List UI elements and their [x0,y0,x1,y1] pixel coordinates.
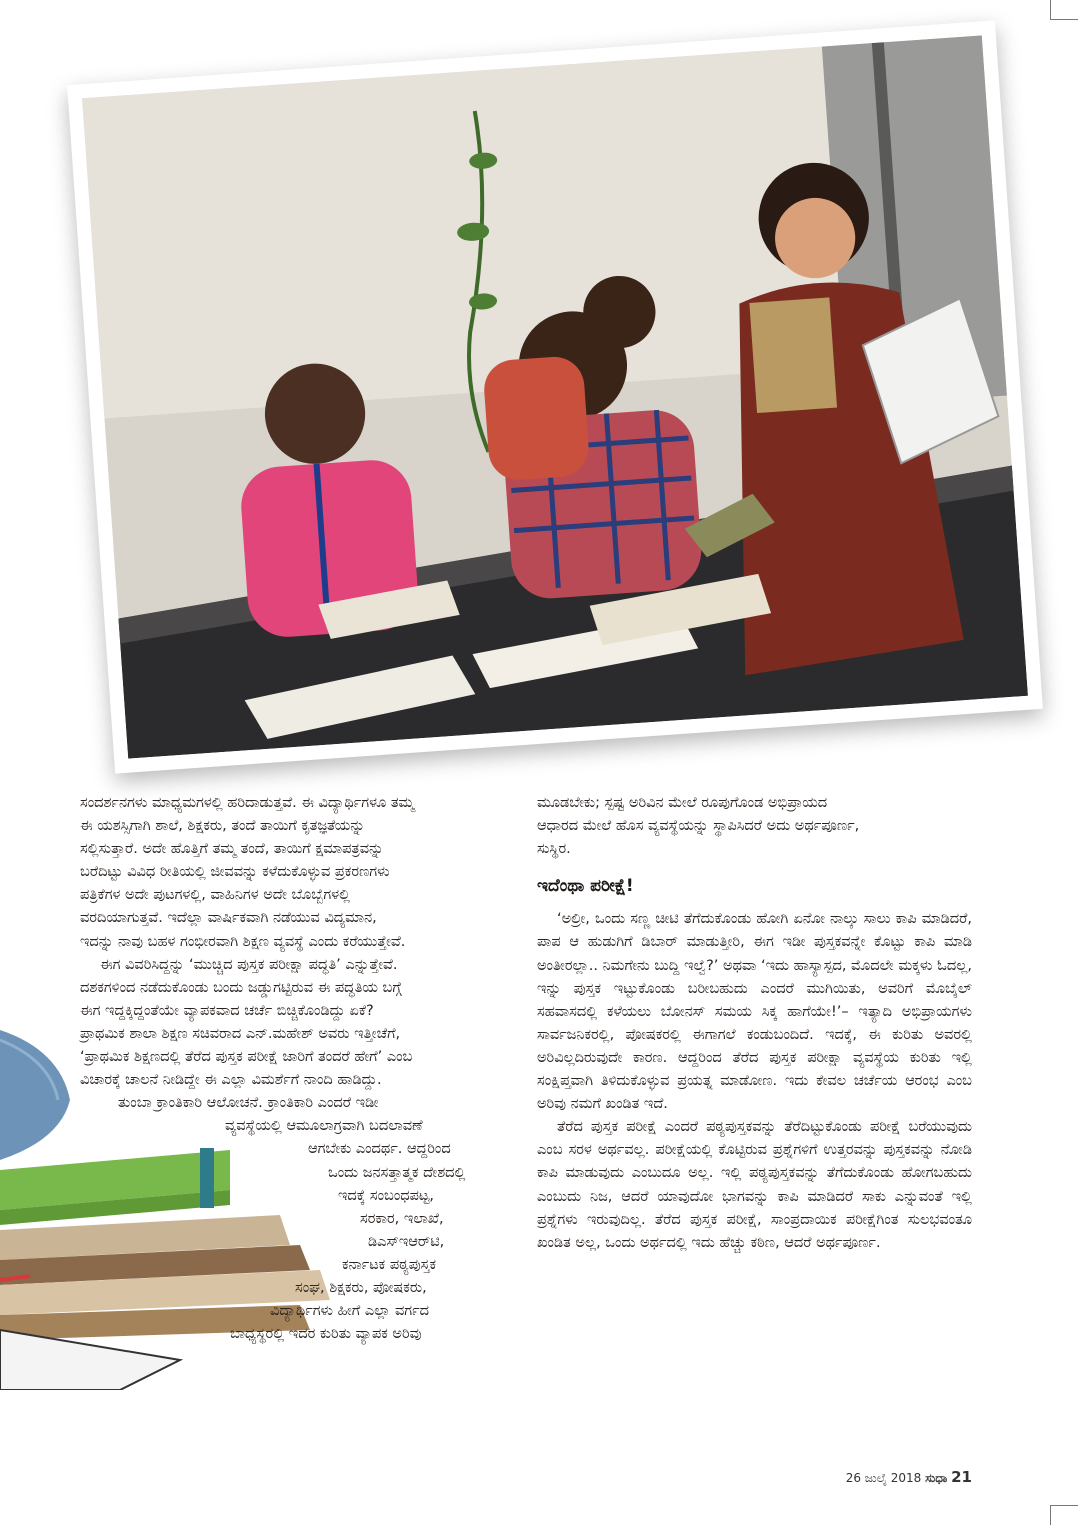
paragraph: ತೆರೆದ ಪುಸ್ತಕ ಪರೀಕ್ಷೆ ಎಂದರೆ ಪಠ್ಯಪುಸ್ತಕವನ್ನು ತೆರೆದಿಟ್ಟುಕೊಂಡು ಪರೀಕ್ಷೆ ಬರೆಯುವುದು ಎಂಬ ಸರಳ ಅರ್ಥವಲ್ಲ. ಪರೀಕ್ಷೆಯಲ್ಲಿ ಕೊಟ್ಟಿರುವ ಪ್ರಶ್ನೆಗಳಿಗೆ ಉತ್ತರವನ್ನು ಪುಸ್ತಕವನ್ನು ನೋಡಿ ಕಾಪಿ ಮಾಡುವುದು ಎಂಬುದೂ ಅಲ್ಲ. ಇಲ್ಲಿ ಪಠ್ಯಪುಸ್ತಕವನ್ನು ತೆಗೆದುಕೊಂಡು ಹೋಗಬಹುದು ಎಂಬುದು ನಿಜ, ಆದರೆ ಯಾವುದೋ ಭಾಗವನ್ನು ಕಾಪಿ ಮಾಡಿದರೆ ಸಾಕು ಎನ್ನುವಂತೆ ಇಲ್ಲಿ ಪ್ರಶ್ನೆಗಳು ಇರುವುದಿಲ್ಲ. ತೆರೆದ ಪುಸ್ತಕ ಪರೀಕ್ಷೆ, ಸಾಂಪ್ರದಾಯಿಕ ಪರೀಕ್ಷೆಗಿಂತ ಸುಲಭವಂತೂ ಖಂಡಿತ ಅಲ್ಲ, ಒಂದು ಅರ್ಥದಲ್ಲಿ ಇದು ಹೆಚ್ಚು ಕಠಿಣ, ಆದರೆ ಅರ್ಥಪೂರ್ಣ. [537,1119,972,1251]
text-line: ಪತ್ರಿಕೆಗಳ ಅದೇ ಪುಟಗಳಲ್ಲಿ, ವಾಹಿನಿಗಳ ಅದೇ ಬೊಬ್ಬೆಗಳಲ್ಲಿ [80,887,351,904]
text-line: ಸಂದರ್ಶನಗಳು ಮಾಧ್ಯಮಗಳಲ್ಲಿ ಹರಿದಾಡುತ್ತವೆ. ಈ ವಿದ್ಯಾರ್ಥಿಗಳೂ ತಮ್ಮ [80,795,415,811]
crop-mark [1050,1505,1051,1525]
text-line: ಬರೆದಿಟ್ಟು ವಿವಿಧ ರೀತಿಯಲ್ಲಿ ಜೀವವನ್ನು ಕಳೆದುಕೊಳ್ಳುವ ಪ್ರಕರಣಗಳು [80,864,390,881]
page-number: 21 [951,1468,972,1486]
text-line: ವಿಚಾರಕ್ಕೆ ಚಾಲನೆ ನೀಡಿದ್ದೇ ಈ ಎಲ್ಲಾ ವಿಮರ್ಶೆಗೆ ನಾಂದಿ ಹಾಡಿದ್ದು. [80,1072,382,1089]
paragraph [80,954,520,1093]
paragraph [537,792,972,861]
paragraph: ‘ಅಲ್ರೀ, ಒಂದು ಸಣ್ಣ ಚೀಟಿ ತೆಗೆದುಕೊಂಡು ಹೋಗಿ ಏನೋ ನಾಲ್ಕು ಸಾಲು ಕಾಪಿ ಮಾಡಿದರೆ, ಪಾಪ ಆ ಹುಡುಗಿಗೆ ಡಿಬಾರ್ ಮಾಡುತ್ತೀರಿ, ಈಗ ಇಡೀ ಪುಸ್ತಕವನ್ನೇ ಕೊಟ್ಟು ಕಾಪಿ ಮಾಡಿ ಅಂತೀರಲ್ಲಾ.. ನಿಮಗೇನು ಬುದ್ದಿ ಇಲ್ವೆ?’ ಅಥವಾ ‘ಇದು ಹಾಸ್ಯಾಸ್ಪದ, ಮೊದಲೇ ಮಕ್ಕಳು ಓದಲ್ಲ, ಇನ್ನು ಪುಸ್ತಕ ಇಟ್ಟುಕೊಂಡು ಬರೀಬಹುದು ಎಂದರೆ ಮುಗಿಯಿತು, ಅವರಿಗೆ ಮೊಬೈಲ್ ಸಹವಾಸದಲ್ಲಿ ಕಳೆಯಲು ಬೋನಸ್ ಸಮಯ ಸಿಕ್ಕ ಹಾಗೆಯೇ!’– ಇತ್ಯಾದಿ ಅಭಿಪ್ರಾಯಗಳು ಸಾರ್ವಜನಿಕರಲ್ಲಿ, ಪೋಷಕರಲ್ಲಿ ಈಗಾಗಲೆ ಕಂಡುಬಂದಿದೆ. ಇದಕ್ಕೆ, ಈ ಕುರಿತು ಅವರಲ್ಲಿ ಅರಿವಿಲ್ಲದಿರುವುದೇ ಕಾರಣ. ಆದ್ದರಿಂದ ತೆರೆದ ಪುಸ್ತಕ ಪರೀಕ್ಷಾ ವ್ಯವಸ್ಥೆಯ ಕುರಿತು ಇಲ್ಲಿ ಸಂಕ್ಷಿಪ್ತವಾಗಿ ತಿಳಿದುಕೊಳ್ಳುವ ಪ್ರಯತ್ನ ಮಾಡೋಣ. ಇದು ಕೇವಲ ಚರ್ಚೆಯ ಆರಂಭ ಎಂಬ ಅರಿವು ನಮಗೆ ಖಂಡಿತ ಇದೆ. [537,911,972,1113]
text-line: ಈ ಯಶಸ್ಸಿಗಾಗಿ ಶಾಲೆ, ಶಿಕ್ಷಕರು, ತಂದೆ ತಾಯಿಗೆ ಕೃತಜ್ಞತೆಯನ್ನು [80,818,365,835]
text-line: ಸರಕಾರ, ಇಲಾಖೆ, [360,1210,444,1227]
text-line: ಈಗ ಇದ್ದಕ್ಕಿದ್ದಂತೆಯೇ ವ್ಯಾಪಕವಾದ ಚರ್ಚೆ ಬಿಚ್ಚಿಕೊಂಡಿದ್ದು ಏಕೆ? [80,1002,374,1019]
crop-mark [1050,1505,1078,1506]
text-line: ತುಂಬಾ ಕ್ರಾಂತಿಕಾರಿ ಆಲೋಚನೆ. ಕ್ರಾಂತಿಕಾರಿ ಎಂದರೆ ಇಡೀ [118,1095,379,1112]
magazine-name: ಸುಧಾ [925,1471,948,1485]
text-line: ಸಲ್ಲಿಸುತ್ತಾರೆ. ಅದೇ ಹೊತ್ತಿಗೆ ತಮ್ಮ ತಂದೆ, ತಾಯಿಗೆ ಕ್ಷಮಾಪತ್ರವನ್ನು [80,841,384,858]
text-line: ಕರ್ನಾಟಕ ಪಠ್ಯಪುಸ್ತಕ [342,1256,437,1273]
page-footer [846,1468,972,1486]
paragraph [80,1092,520,1346]
text-line: ಇದಕ್ಕೆ ಸಂಬಂಧಪಟ್ಟ, [338,1187,435,1204]
right-text-column [537,792,972,1255]
text-line: ವ್ಯವಸ್ಥೆಯಲ್ಲಿ ಆಮೂಲಾಗ್ರವಾಗಿ ಬದಲಾವಣೆ [225,1118,423,1135]
text-line: ದಶಕಗಳಿಂದ ನಡೆದುಕೊಂಡು ಬಂದು ಜಡ್ಡುಗಟ್ಟಿರುವ ಈ ಪದ್ಧತಿಯ ಬಗ್ಗೆ [80,979,402,996]
text-line: ಮೂಡಬೇಕು; ಸ್ಪಷ್ಟ ಅರಿವಿನ ಮೇಲೆ ರೂಪುಗೊಂಡ ಅಭಿಪ್ರಾಯದ [537,795,828,811]
text-line: ಆಧಾರದ ಮೇಲೆ ಹೊಸ ವ್ಯವಸ್ಥೆಯನ್ನು ಸ್ಥಾಪಿಸಿದರೆ ಅದು ಅರ್ಥಪೂರ್ಣ, [537,818,860,835]
text-line: ವಿದ್ಯಾರ್ಥಿಗಳು ಹೀಗೆ ಎಲ್ಲಾ ವರ್ಗದ [270,1303,430,1320]
section-subheading: ಇದೆಂಥಾ ಪರೀಕ್ಷೆ! [537,876,634,897]
left-text-column [80,792,520,1346]
text-line: ಸುಸ್ಥಿರ. [537,841,571,858]
classroom-photo [67,20,1043,773]
issue-date: 26 ಜುಲೈ 2018 [845,1471,922,1485]
text-line: ಆಗಬೇಕು ಎಂದರ್ಥ. ಆದ್ದರಿಂದ [308,1141,451,1158]
text-line: ಈಗ ವಿವರಿಸಿದ್ದನ್ನು ‘ಮುಚ್ಚಿದ ಪುಸ್ತಕ ಪರೀಕ್ಷಾ ಪದ್ಧತಿ’ ಎನ್ನುತ್ತೇವೆ. [100,956,398,973]
text-line: ಪ್ರಾಥಮಿಕ ಶಾಲಾ ಶಿಕ್ಷಣ ಸಚಿವರಾದ ಎನ್.ಮಹೇಶ್ ಅವರು ಇತ್ತೀಚೆಗೆ, [80,1025,401,1042]
text-line: ಒಂದು ಜನಸತ್ತಾತ್ಮಕ ದೇಶದಲ್ಲಿ [328,1164,466,1181]
text-line: ವರದಿಯಾಗುತ್ತವೆ. ಇದೆಲ್ಲಾ ವಾರ್ಷಿಕವಾಗಿ ನಡೆಯುವ ವಿದ್ಯಮಾನ, [80,910,377,927]
text-line: ‘ಪ್ರಾಥಮಿಕ ಶಿಕ್ಷಣದಲ್ಲಿ ತೆರೆದ ಪುಸ್ತಕ ಪರೀಕ್ಷೆ ಜಾರಿಗೆ ತಂದರೆ ಹೇಗೆ’ ಎಂಬ [80,1049,413,1066]
text-line: ಸಂಘ, ಶಿಕ್ಷಕರು, ಪೋಷಕರು, [295,1279,427,1296]
text-line: ಇದನ್ನು ನಾವು ಬಹಳ ಗಂಭೀರವಾಗಿ ಶಿಕ್ಷಣ ವ್ಯವಸ್ಥೆ ಎಂದು ಕರೆಯುತ್ತೇವೆ. [80,933,406,950]
crop-mark [1050,0,1051,20]
text-line: ಬಾಧ್ಯಸ್ಥರಲ್ಲಿ ಇದರ ಕುರಿತು ವ್ಯಾಪಕ ಅರಿವು [230,1326,422,1343]
crop-mark [1050,19,1078,20]
paragraph [80,792,520,954]
text-line: ಡಿಎಸ್‌ಇಆರ್‌ಟಿ, [368,1233,445,1250]
